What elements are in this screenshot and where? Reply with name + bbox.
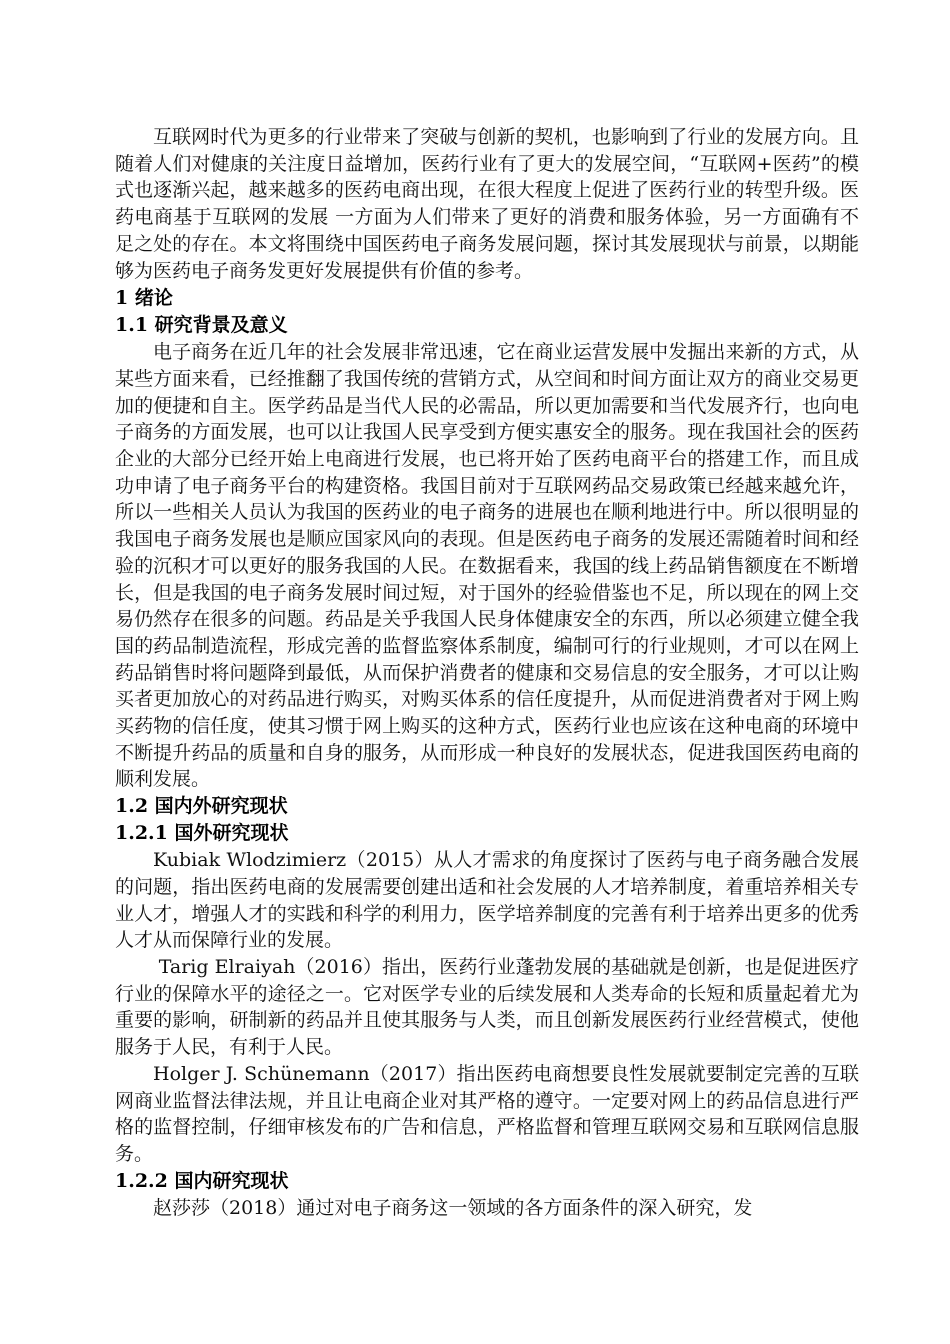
subsection-heading-domestic: 1.2.2 国内研究现状: [115, 1169, 289, 1192]
foreign-paragraph-elraiyah: Tarig Elraiyah（2016）指出，医药行业蓬勃发展的基础就是创新，也是促进医疗行业的保障水平的途径之一。它对医学专业的后续发展和人类寿命的长短和质量起着尤为重要的影响，研制新的药品并且使其服务与人类，而且创新发展医药行业经营模式，使他服务于人民，有利于人民。: [115, 955, 859, 1059]
chapter-heading: 1 绪论: [115, 287, 173, 310]
subsection-heading-foreign: 1.2.1 国外研究现状: [115, 822, 289, 845]
background-paragraph: 电子商务在近几年的社会发展非常迅速，它在商业运营发展中发掘出来新的方式，从某些方面来看，已经推翻了我国传统的营销方式，从空间和时间方面让双方的商业交易更加的便捷和自主。医学药品是当代人民的必需品，所以更加需要和当代发展齐行，也向电子商务的方面发展，也可以让我国人民享受到方便实惠安全的服务。现在我国社会的医药企业的大部分已经开始上电商进行发展，也已将开始了医药电商平台的搭建工作，而且成功申请了电子商务平台的构建资格。我国目前对于互联网药品交易政策已经越来越允许，所以一些相关人员认为我国的医药业的电子商务的进展也在顺利地进行中。所以很明显的我国电子商务发展也是顺应国家风向的表现。但是医药电子商务的发展还需随着时间和经验的沉积才可以更好的服务我国的人民。在数据看来，我国的线上药品销售额度在不断增长，但是我国的电子商务发展时间过短，对于国外的经验借鉴也不足，所以现在的网上交易仍然存在很多的问题。药品是关乎我国人民身体健康安全的东西，所以必须建立健全我国的药品制造流程，形成完善的监督监察体系制度，编制可行的行业规则，才可以在网上药品销售时将问题降到最低，从而保护消费者的健康和交易信息的安全服务，才可以让购买者更加放心的对药品进行购买，对购买体系的信任度提升，从而促进消费者对于网上购买药物的信任度，使其习惯于网上购买的这种方式，医药行业也应该在这种电商的环境中不断提升药品的质量和自身的服务，从而形成一种良好的发展状态，促进我国医药电商的顺利发展。: [115, 341, 859, 791]
document-body: [115, 124, 859, 1221]
domestic-paragraph: 赵莎莎（2018）通过对电子商务这一领域的各方面条件的深入研究，发: [153, 1196, 753, 1219]
section-heading-background: 1.1 研究背景及意义: [115, 314, 288, 337]
foreign-paragraph-schunemann: Holger J. Schünemann（2017）指出医药电商想要良性发展就要制定完善的互联网商业监督法律法规，并且让电商企业对其严格的遵守。一定要对网上的药品信息进行严格的监督控制，仔细审核发布的广告和信息，严格监督和管理互联网交易和互联网信息服务。: [115, 1062, 859, 1165]
section-heading-research-status: 1.2 国内外研究现状: [115, 795, 288, 818]
intro-paragraph: 互联网时代为更多的行业带来了突破与创新的契机，也影响到了行业的发展方向。且随着人们对健康的关注度日益增加，医药行业有了更大的发展空间，“互联网+医药”的模式也逐渐兴起，越来越多的医药电商出现，在很大程度上促进了医药行业的转型升级。医药电商基于互联网的发展 一方面为人们带来了更好的消费和服务体验，另一方面确有不足之处的存在。本文将围绕中国医药电子商务发展问题，探讨其发展现状与前景，以期能够为医药电子商务发更好发展提供有价值的参考。: [115, 126, 859, 282]
foreign-paragraph-kubiak: Kubiak Wlodzimierz（2015）从人才需求的角度探讨了医药与电子商务融合发展的问题，指出医药电商的发展需要创建出适和社会发展的人才培养制度，着重培养相关专业人才，增强人才的实践和科学的利用力，医学培养制度的完善有利于培养出更多的优秀人才从而保障行业的发展。: [115, 849, 859, 952]
